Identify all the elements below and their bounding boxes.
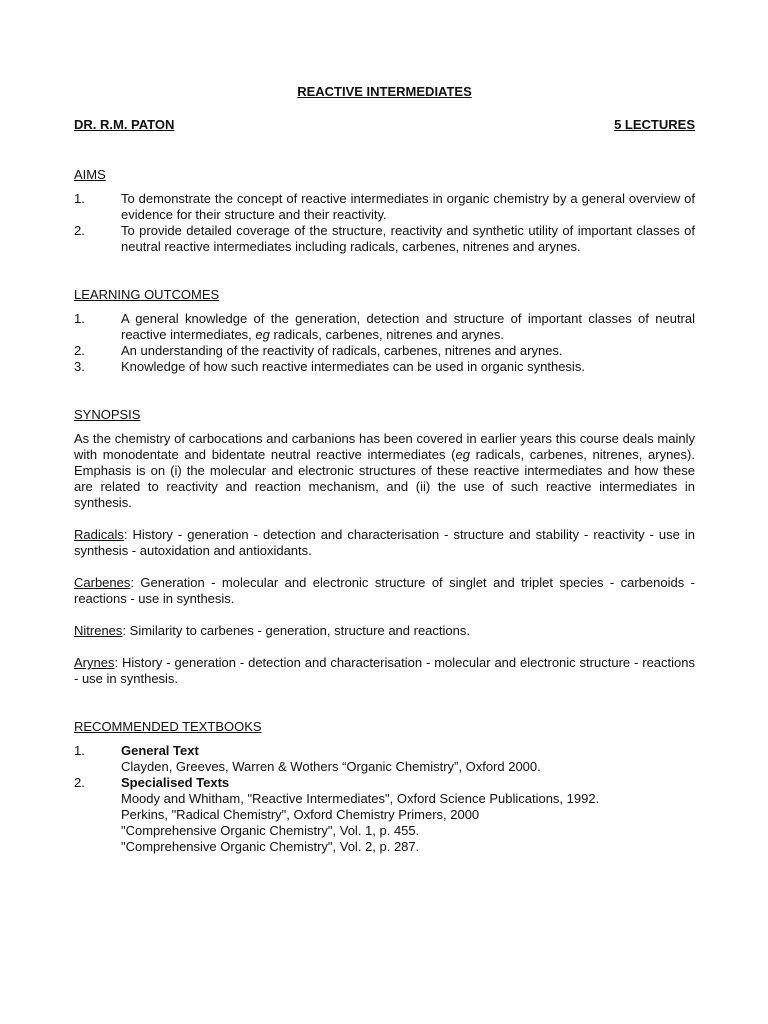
italic-text: eg — [255, 327, 270, 342]
synopsis-topic-carbenes — [74, 575, 695, 607]
topic-label: Nitrenes — [74, 623, 123, 638]
textbooks-heading: RECOMMENDED TEXTBOOKS — [74, 719, 262, 734]
item-number: 1. — [74, 191, 85, 206]
author-line — [74, 117, 695, 133]
book-reference: Moody and Whitham, "Reactive Intermediates", Oxford Science Publications, 1992. — [121, 791, 600, 806]
text-run: As the chemistry of carbocations and carbanions has been covered in earlier years this course deals mainly with monodentate and bidentate neutral reactive intermediates ( — [74, 431, 695, 462]
synopsis-topic-nitrenes — [74, 623, 695, 639]
list-item — [74, 191, 695, 223]
book-reference: "Comprehensive Organic Chemistry", Vol. 2, p. 287. — [121, 839, 420, 854]
item-number: 3. — [74, 359, 85, 374]
item-text: To demonstrate the concept of reactive intermediates in organic chemistry by a general overview of evidence for their structure and their reactivity. — [121, 191, 695, 222]
topic-label: Radicals — [74, 527, 124, 542]
aims-heading: AIMS — [74, 167, 106, 182]
item-number: 2. — [74, 343, 85, 358]
synopsis-topic-radicals — [74, 527, 695, 559]
lecture-count: 5 LECTURES — [614, 117, 695, 132]
text-run: radicals, carbenes, nitrenes and arynes. — [269, 327, 505, 342]
book-reference: Perkins, "Radical Chemistry", Oxford Chemistry Primers, 2000 — [121, 807, 480, 822]
textbooks-list — [74, 743, 695, 855]
item-text: To provide detailed coverage of the structure, reactivity and synthetic utility of important classes of neutral reactive intermediates including radicals, carbenes, nitrenes and arynes. — [121, 223, 695, 254]
text-run: radicals, carbenes, nitrenes, arynes). Emphasis is on (i) the molecular and electronic structures of these reactive intermediates and how these are related to reactivity and reaction mechanism, and (ii) the use of such reactive intermediates in synthesis. — [74, 447, 695, 510]
document-title: REACTIVE INTERMEDIATES — [297, 84, 472, 99]
item-number: 1. — [74, 311, 85, 326]
author-name: DR. R.M. PATON — [74, 117, 175, 132]
item-text — [121, 775, 695, 855]
topic-text: : History - generation - detection and characterisation - structure and stability - reactivity - use in synthesis - autoxidation and antioxidants. — [74, 527, 695, 558]
list-item — [74, 775, 695, 855]
item-number: 2. — [74, 775, 85, 790]
synopsis-topic-arynes — [74, 655, 695, 687]
book-reference: Clayden, Greeves, Warren & Wothers “Organic Chemistry”, Oxford 2000. — [121, 759, 541, 774]
item-text — [121, 311, 695, 343]
group-label: Specialised Texts — [121, 775, 230, 790]
item-text: Knowledge of how such reactive intermediates can be used in organic synthesis. — [121, 359, 585, 374]
list-item — [74, 743, 695, 775]
list-item — [74, 223, 695, 255]
book-reference: "Comprehensive Organic Chemistry", Vol. 1, p. 455. — [121, 823, 420, 838]
group-label: General Text — [121, 743, 199, 758]
italic-text: eg — [455, 447, 470, 462]
item-number: 1. — [74, 743, 85, 758]
synopsis-intro — [74, 431, 695, 511]
item-text: An understanding of the reactivity of radicals, carbenes, nitrenes and arynes. — [121, 343, 563, 358]
learning-outcomes-list — [74, 311, 695, 375]
synopsis-heading: SYNOPSIS — [74, 407, 141, 422]
text-run: A general knowledge of the generation, detection and structure of important classes of neutral reactive intermediates, — [121, 311, 695, 342]
list-item — [74, 311, 695, 343]
list-item — [74, 343, 695, 359]
topic-label: Arynes — [74, 655, 115, 670]
topic-text: : Generation - molecular and electronic structure of singlet and triplet species - carbenoids - reactions - use in synthesis. — [74, 575, 695, 606]
aims-list — [74, 191, 695, 255]
topic-text: : Similarity to carbenes - generation, structure and reactions. — [122, 623, 470, 638]
item-number: 2. — [74, 223, 85, 238]
item-text — [121, 743, 695, 775]
topic-text: : History - generation - detection and characterisation - molecular and electronic structure - reactions - use in synthesis. — [74, 655, 695, 686]
learning-outcomes-heading: LEARNING OUTCOMES — [74, 287, 220, 302]
list-item — [74, 359, 695, 375]
document-page — [74, 84, 695, 855]
topic-label: Carbenes — [74, 575, 131, 590]
